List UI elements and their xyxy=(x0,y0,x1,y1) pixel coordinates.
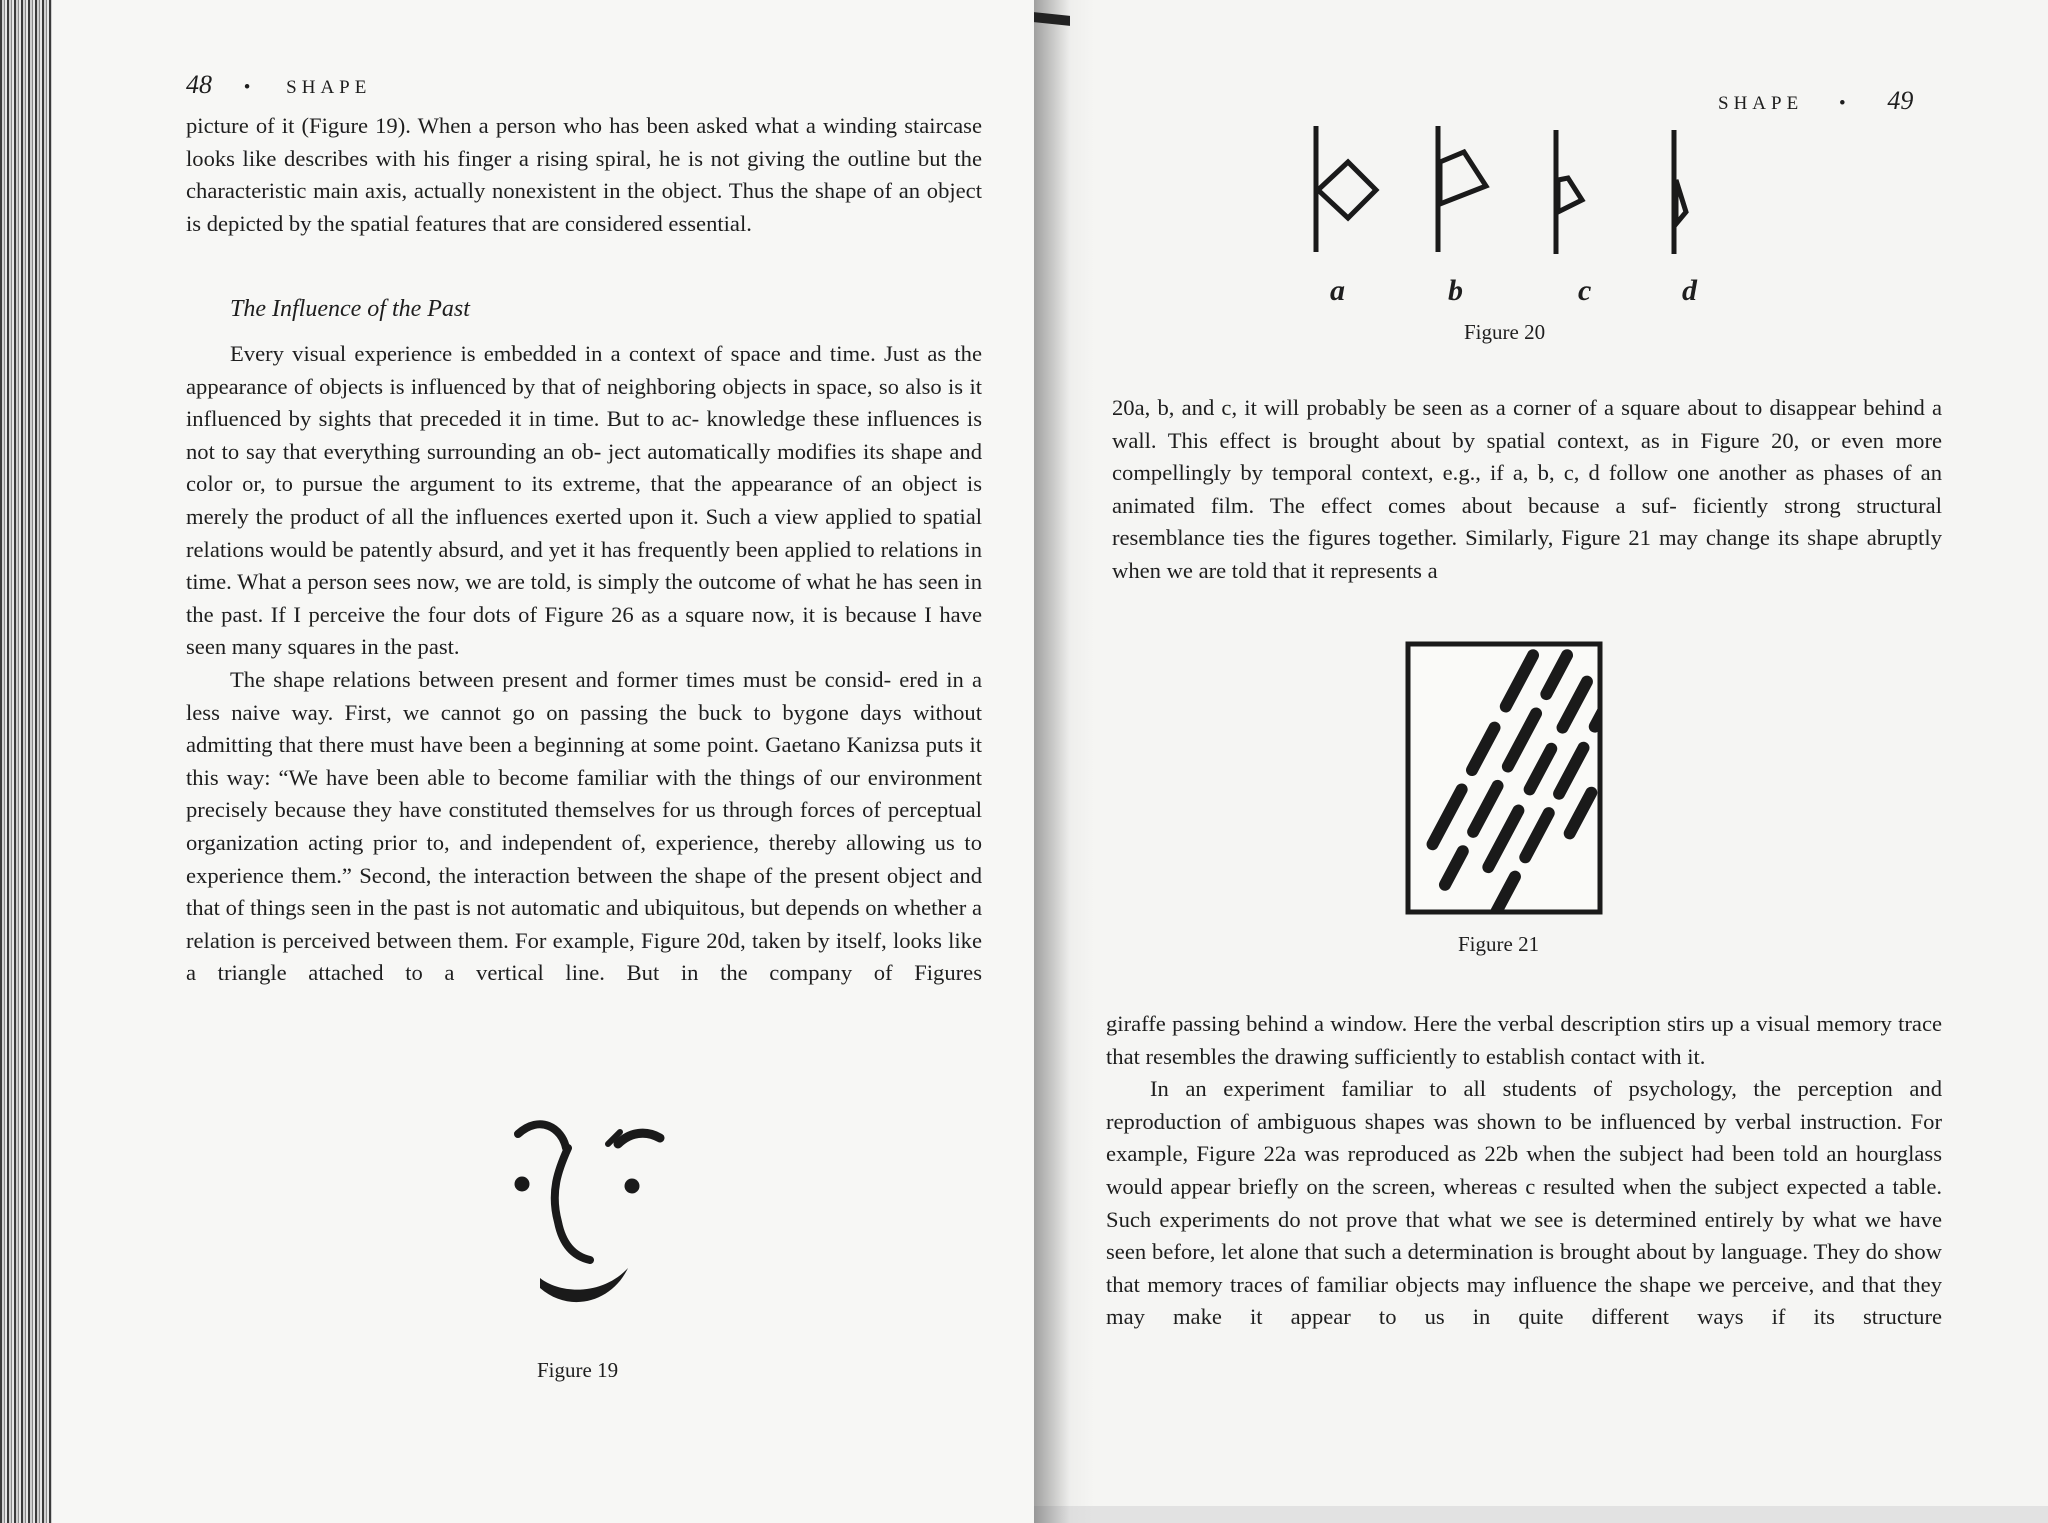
right-running-title: SHAPE xyxy=(1718,93,1804,114)
left-running-head: 48 • SHAPE xyxy=(186,70,372,99)
figure-20-label-d: d xyxy=(1682,274,1697,307)
paragraph-every-visual: Every visual experience is embedded in a context of space and time. Just as the appearance of objects is influenced by that of neighboring objects in space, so also is it influenced by sights that preceded it in time. But to ac- knowledge these influences is not to say that everything surrounding an ob- ject automatically modifies its shape and color or, to pursue the argument to its extreme, that the appearance of an object is merely the product of all the influences exerted upon it. Such a view applied to spatial relations would be patently absurd, and yet it has frequently been applied to relations in time. What a person sees now, we are told, is simply the outcome of what he has seen in the past. If I perceive the four dots of Figure 26 as a square now, it is because I have seen many squares in the past. xyxy=(186,341,982,660)
right-page xyxy=(1034,0,2048,1523)
figure-19-caption: Figure 19 xyxy=(537,1358,619,1382)
paragraph-20abc: 20a, b, and c, it will probably be seen as a corner of a square about to disappear behind a wall. This effect is brought about by spatial context, as in Figure 20, or even more compellingly by temporal context, e.g., if a, b, c, d follow one another as phases of an animated film. The effect comes about because a suf- ficiently strong structural resemblance ties the figures together. Similarly, Figure 21 may change its shape abruptly when we are told that it represents a xyxy=(1112,395,1942,583)
figure-19-right-eyebrow xyxy=(618,1133,660,1144)
figure-19-left-eye xyxy=(515,1177,530,1192)
book-page-edges xyxy=(0,0,52,1523)
intro-paragraph: picture of it (Figure 19). When a person who has been asked what a winding staircase looks like describes with his finger a rising spiral, he is not giving the outline but the characteristic main axis, actually nonexistent in the object. Thus the shape of an object is depicted by the spatial features that are considered essential. xyxy=(186,113,982,236)
paragraph-experiment: In an experiment familiar to all students of psychology, the perception and reproduction of ambiguous shapes was shown to be influenced by verbal instruction. For example, Figure 22a was reproduced as 22b when the subject had been told an hourglass would appear briefly on the screen, whereas c resulted when the subject expected a table. Such experiments do not prove that what we see is determined entirely by what we have seen before, let alone that such a determination is brought about by language. They do show that memory traces of familiar objects may influence the shape we perceive, and that they may make it appear to us in quite different ways if its structure xyxy=(1106,1076,1942,1330)
figure-19-face xyxy=(500,1110,700,1340)
page-bottom-edge xyxy=(1034,1506,2048,1523)
right-body-text-2 xyxy=(1106,1008,1942,1334)
figure-20-a xyxy=(1316,126,1376,252)
left-running-title: SHAPE xyxy=(286,77,372,98)
figure-20-label-a: a xyxy=(1330,274,1345,307)
figure-20-caption: Figure 20 xyxy=(1464,320,1546,344)
figure-19-nose xyxy=(555,1148,590,1260)
paragraph-giraffe: giraffe passing behind a window. Here the verbal description stirs up a visual memory trace that resembles the drawing sufficiently to establish contact with it. xyxy=(1106,1011,1942,1069)
right-folio: 49 xyxy=(1887,86,1914,115)
section-heading: The Influence of the Past xyxy=(230,296,470,322)
book-gutter-shadow xyxy=(1034,0,1094,1523)
figure-20-b xyxy=(1438,126,1486,252)
figure-21-caption: Figure 21 xyxy=(1458,932,1540,956)
left-body-text xyxy=(186,338,982,990)
figure-20-d xyxy=(1674,130,1686,254)
figure-21 xyxy=(1404,640,1604,916)
figure-20-c xyxy=(1556,130,1582,254)
right-running-head: SHAPE • 49 xyxy=(1718,86,1914,115)
figure-20 xyxy=(1306,120,1746,310)
figure-20-label-b: b xyxy=(1448,274,1463,307)
paragraph-shape-relations: The shape relations between present and former times must be consid- ered in a less naive way. First, we cannot go on passing the buck to bygone days without admitting that there must have been a beginning at some point. Gaetano Kanizsa puts it this way: “We have been able to become familiar with the things of our environment precisely because they have constituted themselves for us through forces of perceptual organization acting prior to, and independent of, experience, thereby allowing us to experience them.” Second, the interaction between the shape of the present object and that of things seen in the past is not automatic and ubiquitous, but depends on whether a relation is perceived between them. For example, Figure 20d, taken by itself, looks like a triangle attached to a vertical line. But in the company of Figures xyxy=(186,666,982,986)
figure-20-label-c: c xyxy=(1578,274,1592,307)
left-intro-text xyxy=(186,110,982,240)
right-body-text-1 xyxy=(1112,392,1942,588)
left-folio: 48 xyxy=(186,70,212,99)
figure-19-left-eyebrow xyxy=(518,1124,566,1148)
figure-19-mouth xyxy=(540,1268,628,1302)
figure-19-right-eye xyxy=(625,1179,640,1194)
